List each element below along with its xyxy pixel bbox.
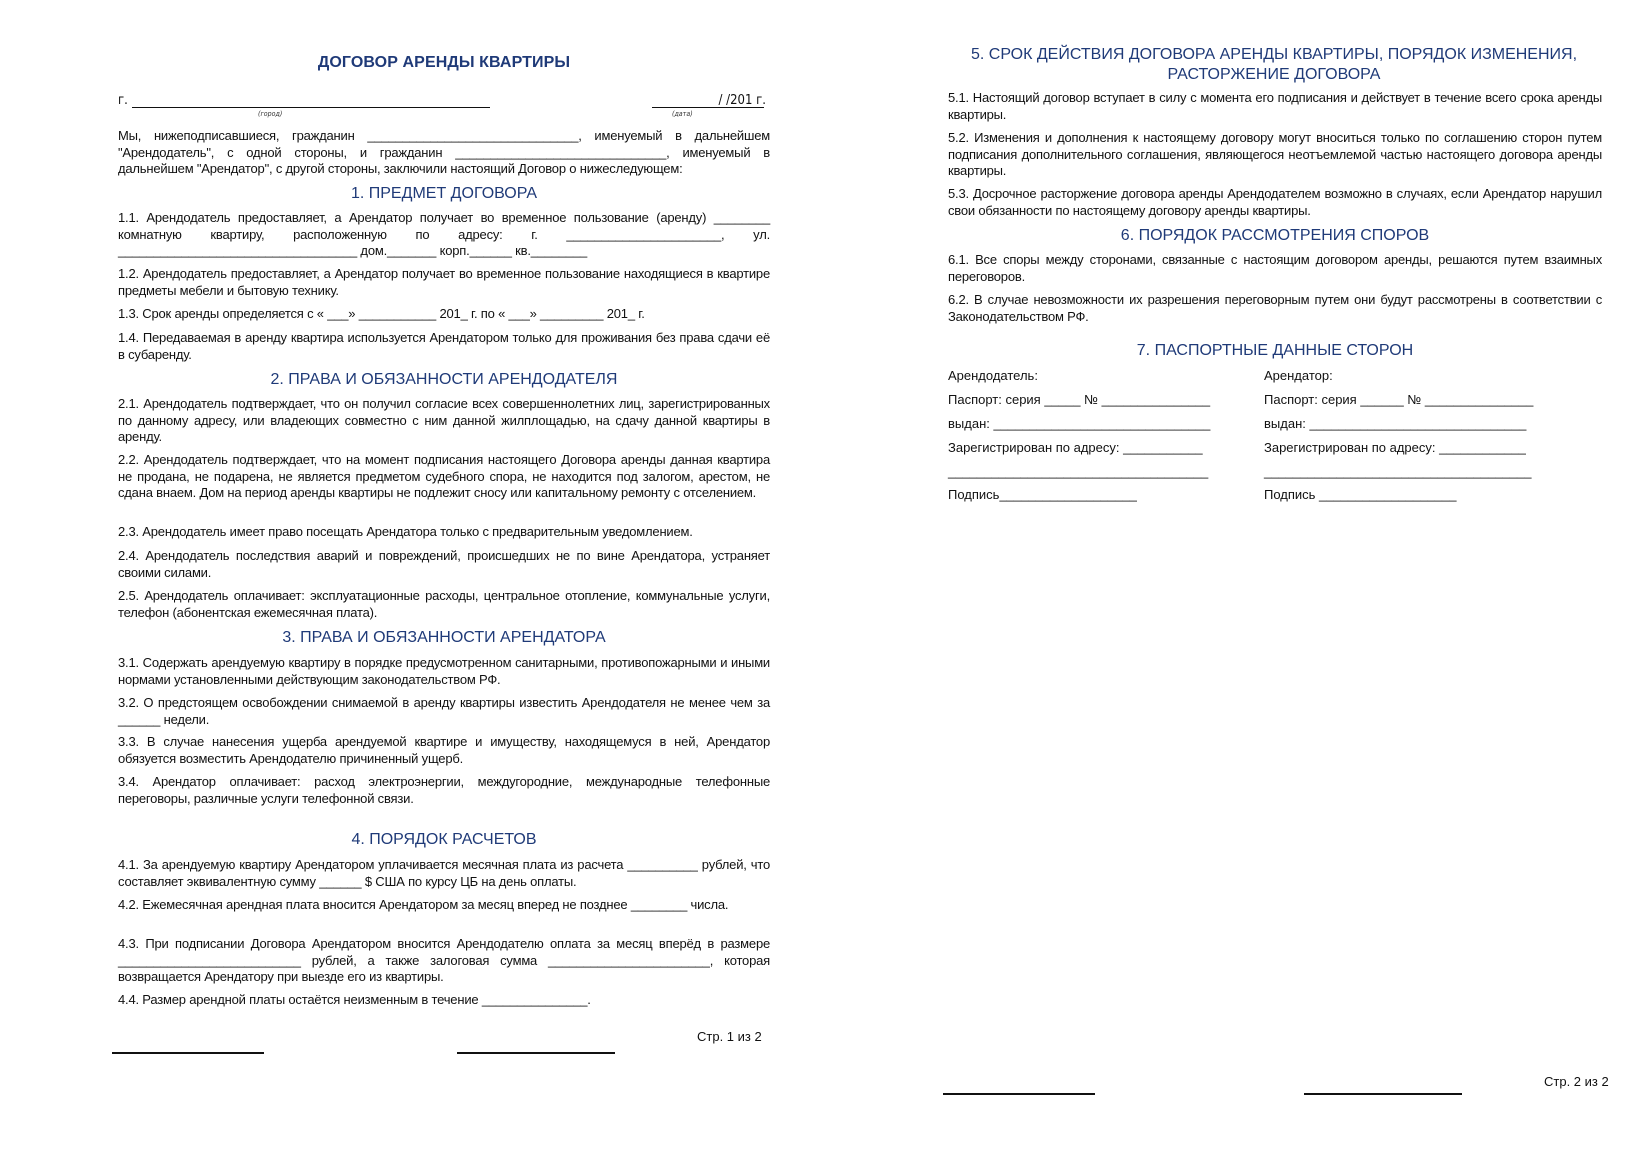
clause-5-1: 5.1. Настоящий договор вступает в силу с момента его подписания и действует в течение всего срока аренды квартиры.	[948, 90, 1602, 122]
section-7-heading: 7. ПАСПОРТНЫЕ ДАННЫЕ СТОРОН	[1136, 342, 1414, 359]
tenant-issued-field: выдан: ______________________________	[1264, 416, 1527, 431]
tenant-address-blank: _____________________________________	[1264, 464, 1532, 479]
clause-4-1: 4.1. За арендуемую квартиру Арендатором уплачивается месячная плата из расчета __________ рублей, что составляет эквивалентную сумму ______ $ США по курсу ЦБ на день оплаты.	[118, 857, 770, 889]
section-5-heading: 5. СРОК ДЕЙСТВИЯ ДОГОВОРА АРЕНДЫ КВАРТИРЫ, ПОРЯДОК ИЗМЕНЕНИЯ, РАСТОРЖЕНИЕ ДОГОВОРА	[970, 46, 1578, 83]
date-caption: (дата)	[672, 110, 693, 118]
clause-6-1: 6.1. Все споры между сторонами, связанные с настоящим договором аренды, решаются путем взаимных переговоров.	[948, 252, 1602, 284]
tenant-role-label: Арендатор:	[1264, 368, 1333, 383]
clause-3-2: 3.2. О предстоящем освобождении снимаемой в аренду квартиры известить Арендодателя не менее чем за ______ недели.	[118, 695, 770, 727]
clause-2-1: 2.1. Арендодатель подтверждает, что он получил согласие всех совершеннолетних лиц, зарегистрированных по данному адресу, или владеющих совместно с ним данной жилплощадью, на сдачу данной квартиры в аренду.	[118, 396, 770, 445]
city-caption: (город)	[258, 110, 283, 118]
clause-3-3: 3.3. В случае нанесения ущерба арендуемой квартире и имуществу, находящемуся в ней, Арендатор обязуется возместить Арендодателю причиненный ущерб.	[118, 734, 770, 766]
date-field: / /201 г.	[718, 93, 766, 108]
clause-3-4: 3.4. Арендатор оплачивает: расход электроэнергии, междугородние, международные телефонные переговоры, различные услуги телефонной связи.	[118, 774, 770, 806]
tenant-passport-field: Паспорт: серия ______ № _______________	[1264, 392, 1534, 407]
clause-3-1: 3.1. Содержать арендуемую квартиру в порядке предусмотренном санитарными, противопожарными и иными нормами установленными действующим законодательством РФ.	[118, 655, 770, 687]
clause-4-4: 4.4. Размер арендной платы остаётся неизменным в течение _______________.	[118, 992, 591, 1007]
clause-1-1: 1.1. Арендодатель предоставляет, а Арендатор получает во временное пользование (аренду) ________ комнатную квартиру, расположенную по адресу: г. ______________________, ул. __________________________________ дом._______ корп.______ кв.________	[118, 210, 770, 259]
page-2-number: Стр. 2 из 2	[1544, 1074, 1609, 1089]
section-3-heading: 3. ПРАВА И ОБЯЗАННОСТИ АРЕНДАТОРА	[282, 629, 606, 646]
intro-paragraph: Мы, нижеподписавшиеся, гражданин ______________________________, именуемый в дальнейшем "Арендодатель", с одной стороны, и гражданин ______________________________, именуемый в дальнейшем "Арендатор", с другой стороны, заключили настоящий Договор о нижеследующем:	[118, 128, 770, 177]
signature-line-tenant-p1	[457, 1052, 615, 1054]
section-2-heading: 2. ПРАВА И ОБЯЗАННОСТИ АРЕНДОДАТЕЛЯ	[270, 371, 618, 388]
clause-4-3: 4.3. При подписании Договора Арендатором вносится Арендодателю оплата за месяц вперёд в размере __________________________ рублей, а также залоговая сумма _______________________, которая возвращается Арендатору при выезде его из квартиры.	[118, 936, 770, 985]
clause-2-5: 2.5. Арендодатель оплачивает: эксплуатационные расходы, центральное отопление, коммунальные услуги, телефон (абонентская ежемесячная плата).	[118, 588, 770, 620]
signature-line-landlord-p2	[943, 1093, 1095, 1095]
clause-1-2: 1.2. Арендодатель предоставляет, а Арендатор получает во временное пользование находящиеся в квартире предметы мебели и бытовую технику.	[118, 266, 770, 298]
clause-5-2: 5.2. Изменения и дополнения к настоящему договору могут вноситься только по соглашению сторон путем подписания дополнительного соглашения, являющегося неотъемлемой частью настоящего договора аренды квартиры.	[948, 130, 1602, 179]
landlord-issued-field: выдан: ______________________________	[948, 416, 1211, 431]
clause-2-3: 2.3. Арендодатель имеет право посещать Арендатора только с предварительным уведомлением.	[118, 524, 693, 539]
landlord-registered-field: Зарегистрирован по адресу: ___________	[948, 440, 1203, 455]
clause-1-4: 1.4. Передаваемая в аренду квартира используется Арендатором только для проживания без права сдачи её в субаренду.	[118, 330, 770, 362]
clause-4-2: 4.2. Ежемесячная арендная плата вносится Арендатором за месяц вперед не позднее ________ числа.	[118, 897, 729, 912]
signature-line-landlord-p1	[112, 1052, 264, 1054]
section-1-heading: 1. ПРЕДМЕТ ДОГОВОРА	[350, 185, 538, 202]
tenant-signature-field: Подпись ___________________	[1264, 487, 1457, 502]
document-page-2	[826, 0, 1652, 1169]
tenant-registered-field: Зарегистрирован по адресу: ____________	[1264, 440, 1526, 455]
clause-2-4: 2.4. Арендодатель последствия аварий и повреждений, происшедших не по вине Арендатора, устраняет своими силами.	[118, 548, 770, 580]
section-4-heading: 4. ПОРЯДОК РАСЧЕТОВ	[351, 831, 537, 848]
clause-5-3: 5.3. Досрочное расторжение договора аренды Арендодателем возможно в случаях, если Арендатор нарушил свои обязанности по настоящему договору аренды квартиры.	[948, 186, 1602, 218]
clause-6-2: 6.2. В случае невозможности их разрешения переговорным путем они будут рассмотрены в соответствии с Законодательством РФ.	[948, 292, 1602, 324]
landlord-passport-field: Паспорт: серия _____ № _______________	[948, 392, 1211, 407]
signature-line-tenant-p2	[1304, 1093, 1462, 1095]
landlord-role-label: Арендодатель:	[948, 368, 1038, 383]
landlord-address-blank: ____________________________________	[948, 464, 1209, 479]
document-title: ДОГОВОР АРЕНДЫ КВАРТИРЫ	[317, 54, 571, 71]
clause-2-2: 2.2. Арендодатель подтверждает, что на момент подписания настоящего Договора аренды данная квартира не продана, не подарена, не является предметом судебного спора, не находится под залогом, арестом, не сдана внаем. Дом на период аренды квартиры не подлежит сносу или капитальному ремонту с отселением.	[118, 452, 770, 501]
city-prefix: г.	[118, 93, 128, 108]
clause-1-3: 1.3. Срок аренды определяется с « ___» ___________ 201_ г. по « ___» _________ 201_ г.	[118, 306, 645, 321]
page-1-number: Стр. 1 из 2	[697, 1029, 762, 1044]
landlord-signature-field: Подпись___________________	[948, 487, 1137, 502]
section-6-heading: 6. ПОРЯДОК РАССМОТРЕНИЯ СПОРОВ	[1120, 227, 1430, 244]
city-blank	[132, 107, 490, 108]
